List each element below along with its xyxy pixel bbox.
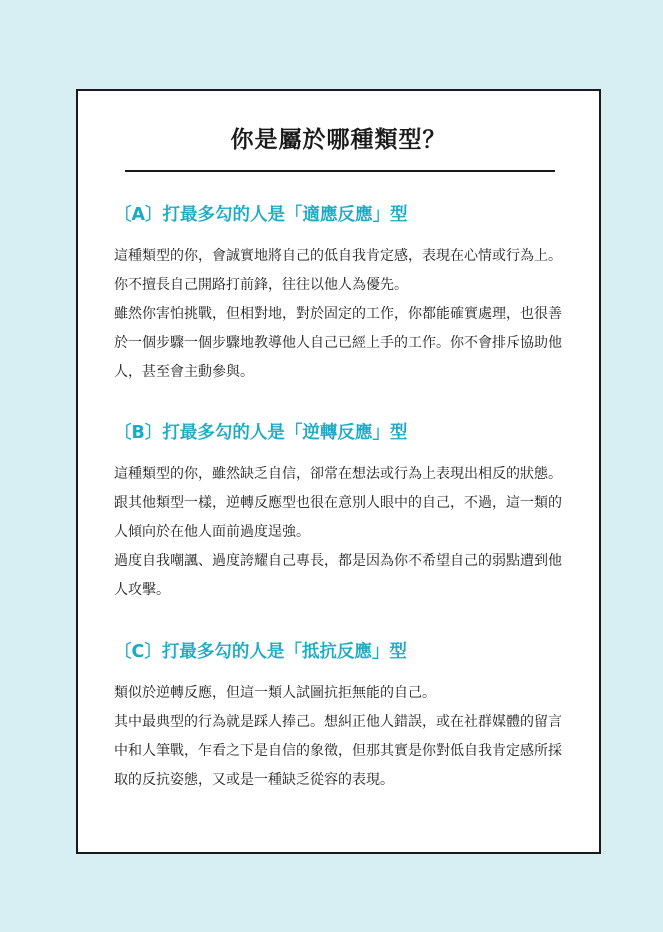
section-a-heading: 〔A〕打最多勾的人是「適應反應」型 [114,205,408,225]
section-c-paragraph-2: 其中最典型的行為就是踩人捧己。想糾正他人錯誤，或在社群媒體的留言中和人筆戰，乍看之下是自信的象徵，但那其實是你對低自我肯定感所採取的反抗姿態，又或是一種缺乏從容的表現。 [114,714,562,788]
section-b [114,419,574,605]
section-c [114,638,574,795]
section-a-paragraph-1: 這種類型的你，會誠實地將自己的低自我肯定感，表現在心情或行為上。 [114,248,562,264]
page-title: 你是屬於哪種類型？ [230,127,447,153]
section-b-paragraph-1: 這種類型的你，雖然缺乏自信，卻常在想法或行為上表現出相反的狀態。 [114,466,562,482]
content-card [76,89,601,854]
section-c-paragraph-1: 類似於逆轉反應，但這一類人試圖抗拒無能的自己。 [114,685,436,701]
section-a [114,201,574,387]
section-a-paragraph-2: 你不擅長自己開路打前鋒，往往以他人為優先。 [114,277,408,293]
section-b-paragraph-2: 跟其他類型一樣，逆轉反應型也很在意別人眼中的自己，不過，這一類的人傾向於在他人面前過度逞強。 [114,495,562,540]
section-c-heading: 〔C〕打最多勾的人是「抵抗反應」型 [114,642,407,662]
section-b-paragraph-3: 過度自我嘲諷、過度誇耀自己專長，都是因為你不希望自己的弱點遭到他人攻擊。 [114,553,562,598]
section-b-heading: 〔B〕打最多勾的人是「逆轉反應」型 [114,423,408,443]
title-divider [125,170,555,172]
section-a-paragraph-3: 雖然你害怕挑戰，但相對地，對於固定的工作，你都能確實處理，也很善於一個步驟一個步驟地教導他人自己已經上手的工作。你不會排斥協助他人，甚至會主動參與。 [114,306,562,380]
